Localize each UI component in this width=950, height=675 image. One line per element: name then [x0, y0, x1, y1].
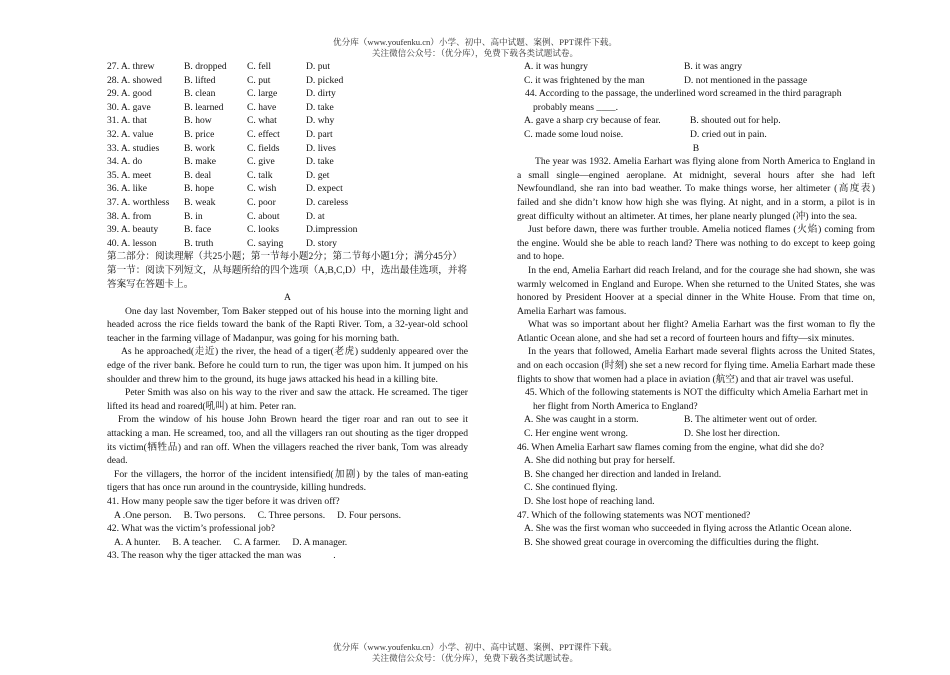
- question-43-options-row1: [517, 60, 875, 74]
- cloze-option[interactable]: D. part: [306, 128, 333, 140]
- cloze-option[interactable]: C. effect: [247, 128, 280, 140]
- cloze-option[interactable]: B. how: [184, 115, 212, 127]
- cloze-option[interactable]: B. price: [184, 128, 215, 140]
- option[interactable]: D. A manager.: [292, 536, 348, 548]
- cloze-option[interactable]: C. fell: [247, 61, 271, 72]
- cloze-option[interactable]: D. expect: [306, 183, 343, 195]
- cloze-row: [107, 237, 468, 251]
- passage-b-paragraph: Just before dawn, there was further trouble. Amelia noticed flames (火焰) coming from the engine. Would she be able to reach land? There was nothing to do except to keep going and to hope.: [517, 224, 875, 263]
- passage-b-paragraph: In the end, Amelia Earhart did reach Ireland, and for the courage she had shown, she was warmly welcomed in England and Europe. When she returned to the United States, she was honored by President Hoover at a special dinner in the White House. From that time on, Amelia Earhart was famous.: [517, 264, 875, 317]
- cloze-option[interactable]: 39. A. beauty: [107, 224, 159, 236]
- cloze-option[interactable]: C. fields: [247, 142, 280, 154]
- cloze-option[interactable]: C. saying: [247, 237, 284, 249]
- cloze-row: [107, 60, 468, 74]
- passage-b-paragraph: What was so important about her flight? Amelia Earhart was the first woman to fly the Atlantic Ocean alone, and she had set a record of fourteen hours and fifty—six minutes.: [517, 319, 875, 344]
- option[interactable]: B. She changed her direction and landed in Ireland.: [524, 468, 722, 480]
- cloze-option[interactable]: 37. A. worthless: [107, 196, 170, 208]
- cloze-option[interactable]: D. careless: [306, 196, 349, 208]
- cloze-option[interactable]: D. take: [306, 101, 334, 113]
- question-43-options-row2: [517, 74, 875, 88]
- question-46: 46. When Amelia Earhart saw flames coming from the engine, what did she do?: [517, 441, 824, 453]
- cloze-option[interactable]: 35. A. meet: [107, 169, 152, 181]
- cloze-row: [107, 169, 468, 183]
- question-45: 45. Which of the following statements is NOT the difficulty which Amelia Earhart met in her flight from North America to England?: [525, 387, 868, 412]
- cloze-options: [107, 60, 468, 250]
- option[interactable]: A. A hunter.: [114, 536, 161, 548]
- cloze-option[interactable]: 31. A. that: [107, 115, 147, 127]
- option[interactable]: B. The altimeter went out of order.: [684, 414, 818, 426]
- footer-watermark: [0, 642, 950, 664]
- option[interactable]: B. She showed great courage in overcoming the difficulties during the flight.: [524, 536, 819, 548]
- option[interactable]: C. A farmer.: [233, 536, 281, 548]
- question-44-options-row2: [517, 128, 875, 142]
- cloze-option[interactable]: D. at: [306, 210, 325, 222]
- passage-b-paragraph: The year was 1932. Amelia Earhart was flying alone from North America to England in a small single—engined aeroplane. At midnight, several hours after she had left Newfoundland, she ran into bad weather. To make things worse, her altimeter (高度表) failed and she didn’t know how high she was flying. At night, and in a storm, a pilot is in great difficulty without an altimeter. At times, her plane nearly plunged (冲) into the sea.: [517, 156, 875, 222]
- cloze-option[interactable]: C. talk: [247, 169, 273, 181]
- left-column: [107, 60, 468, 563]
- header-watermark: [0, 37, 950, 59]
- cloze-row: [107, 87, 468, 101]
- option[interactable]: C. She continued flying.: [524, 482, 618, 494]
- passage-b-paragraph: In the years that followed, Amelia Earhart made several flights across the United States, and on each occasion (时刻) she set a new record for flying time. Amelia Earhart made these flights to show that women had a place in aviation (航空) and that air travel was useful.: [517, 346, 875, 385]
- option[interactable]: B. A teacher.: [172, 536, 222, 548]
- option[interactable]: D. not mentioned in the passage: [684, 74, 808, 86]
- cloze-option[interactable]: 32. A. value: [107, 128, 154, 140]
- cloze-option[interactable]: B. weak: [184, 196, 216, 208]
- cloze-option[interactable]: D. take: [306, 156, 334, 168]
- cloze-option[interactable]: B. hope: [184, 183, 214, 195]
- cloze-option[interactable]: B. learned: [184, 101, 224, 113]
- right-column: [517, 60, 875, 549]
- cloze-option[interactable]: C. large: [247, 88, 278, 100]
- question-44-options-row1: [517, 114, 875, 128]
- cloze-row: [107, 182, 468, 196]
- footer-line-2: 关注微信公众号：（优分库），免费下载各类试题试卷。: [371, 653, 579, 663]
- cloze-option[interactable]: C. have: [247, 101, 277, 113]
- cloze-row: [107, 74, 468, 88]
- option[interactable]: A. it was hungry: [524, 61, 588, 72]
- cloze-option[interactable]: B. dropped: [184, 61, 227, 72]
- question-45-options-row2: [517, 427, 875, 441]
- cloze-option[interactable]: D. put: [306, 61, 330, 72]
- question-42-options: [107, 536, 468, 550]
- cloze-option[interactable]: 28. A. showed: [107, 74, 162, 86]
- cloze-option[interactable]: 34. A. do: [107, 156, 143, 168]
- cloze-option[interactable]: D. why: [306, 115, 335, 127]
- passage-a-paragraph: One day last November, Tom Baker stepped out of his house into the morning light and headed across the rice fields toward the bank of the Rapti River. Tom, a 32-year-old school teacher in the farming village of Madanpur, was going for his morning bath.: [107, 305, 468, 344]
- question-42: 42. What was the victim’s professional job?: [107, 523, 275, 535]
- header-line-2: 关注微信公众号：（优分库），免费下载各类试题试卷。: [371, 48, 579, 58]
- cloze-option[interactable]: 29. A. good: [107, 88, 152, 100]
- header-line-1: 优分库（www.youfenku.cn）小学、初中、高中试题、案例、PPT课件下载。: [333, 37, 617, 47]
- cloze-row: [107, 101, 468, 115]
- question-43-text: 43. The reason why the tiger attacked the man was: [107, 550, 302, 562]
- cloze-option[interactable]: 36. A. like: [107, 183, 147, 195]
- passage-b-label: B: [692, 142, 700, 154]
- option[interactable]: B. shouted out for help.: [690, 115, 781, 127]
- cloze-option[interactable]: D. get: [306, 169, 330, 181]
- cloze-row: [107, 142, 468, 156]
- cloze-row: [107, 128, 468, 142]
- passage-a-label: A: [284, 292, 291, 304]
- cloze-option[interactable]: B. in: [184, 210, 203, 222]
- question-44: 44. According to the passage, the underlined word screamed in the third paragraph probably means ____.: [525, 88, 842, 113]
- cloze-option[interactable]: 38. A. from: [107, 210, 152, 222]
- passage-a-paragraph: For the villagers, the horror of the incident intensified(加剧) by the tales of man-eating tigers that has once run around in the countryside, killing hundreds.: [107, 468, 468, 494]
- cloze-option[interactable]: D. picked: [306, 74, 344, 86]
- cloze-option[interactable]: D. story: [306, 237, 337, 249]
- option[interactable]: A. gave a sharp cry because of fear.: [524, 115, 661, 127]
- cloze-option[interactable]: 40. A. lesson: [107, 237, 157, 249]
- question-47: 47. Which of the following statements was NOT mentioned?: [517, 509, 751, 521]
- option[interactable]: D. She lost her direction.: [684, 428, 780, 440]
- option[interactable]: D. cried out in pain.: [690, 128, 767, 140]
- cloze-option[interactable]: C. looks: [247, 224, 279, 236]
- cloze-option[interactable]: B. deal: [184, 169, 212, 181]
- part2-title: 第二部分：阅读理解（共25小题；第一节每小题2分；第二节每小题1分；满分45分）: [107, 251, 462, 263]
- option[interactable]: B. Two persons.: [183, 509, 246, 521]
- question-41-options: [107, 509, 468, 523]
- footer-line-1: 优分库（www.youfenku.cn）小学、初中、高中试题、案例、PPT课件下载。: [333, 642, 617, 652]
- cloze-option[interactable]: C. wish: [247, 183, 277, 195]
- cloze-option[interactable]: C. poor: [247, 196, 276, 208]
- passage-a-paragraph: Peter Smith was also on his way to the river and saw the attack. He screamed. The tiger lifted its head and roared(吼叫) at him. Peter ran.: [107, 387, 468, 412]
- passage-a-paragraph: As he approached(走近) the river, the head of a tiger(老虎) suddenly appeared over the edge of the river bank. Before he could turn to run, the tiger was upon him. It jumped on his shoulder and threw him to the ground, its huge jaws attacked his head in a killing bite.: [107, 346, 468, 385]
- cloze-option[interactable]: B. face: [184, 224, 212, 236]
- question-43-end: .: [333, 550, 336, 562]
- cloze-option[interactable]: D. dirty: [306, 88, 336, 100]
- option[interactable]: A. She was the first woman who succeeded in flying across the Atlantic Ocean alone.: [524, 523, 852, 535]
- option[interactable]: B. it was angry: [684, 61, 743, 72]
- cloze-row: [107, 196, 468, 210]
- option[interactable]: A. She was caught in a storm.: [524, 414, 639, 426]
- cloze-option[interactable]: D.impression: [306, 224, 358, 236]
- cloze-row: [107, 210, 468, 224]
- cloze-option[interactable]: B. lifted: [184, 74, 216, 86]
- cloze-option[interactable]: C. what: [247, 115, 277, 127]
- cloze-row: [107, 223, 468, 237]
- cloze-option[interactable]: C. give: [247, 156, 275, 168]
- question-43: [107, 549, 468, 563]
- cloze-option[interactable]: D. lives: [306, 142, 336, 154]
- cloze-option[interactable]: 33. A. studies: [107, 142, 160, 154]
- cloze-option[interactable]: B. work: [184, 142, 215, 154]
- cloze-option[interactable]: B. make: [184, 156, 216, 168]
- cloze-option[interactable]: B. clean: [184, 88, 216, 100]
- option[interactable]: D. She lost hope of reaching land.: [524, 496, 655, 507]
- cloze-row: [107, 114, 468, 128]
- option[interactable]: C. Three persons.: [257, 509, 326, 521]
- option[interactable]: A .One person.: [114, 509, 172, 521]
- cloze-option[interactable]: B. truth: [184, 237, 214, 249]
- cloze-option[interactable]: C. about: [247, 210, 280, 222]
- passage-a-paragraph: From the window of his house John Brown heard the tiger roar and ran out to see it attacking a man. He screamed, too, and all the villagers ran out shouting as the tiger dropped its victim(牺牲品) and ran off. When the villagers reached the river bank, Tom was already dead.: [107, 414, 468, 467]
- option[interactable]: C. it was frightened by the man: [524, 74, 645, 86]
- option[interactable]: A. She did nothing but pray for herself.: [524, 455, 676, 467]
- cloze-option[interactable]: 30. A. gave: [107, 101, 151, 113]
- question-41: 41. How many people saw the tiger before it was driven off?: [107, 496, 340, 507]
- part2-section1: 第一节：阅读下列短文，从每题所给的四个选项（A,B,C,D）中，选出最佳选项，并将答案写在答题卡上。: [107, 264, 468, 290]
- cloze-row: [107, 155, 468, 169]
- question-45-options-row1: [517, 413, 875, 427]
- cloze-option[interactable]: C. put: [247, 74, 271, 86]
- cloze-option[interactable]: 27. A. threw: [107, 61, 155, 72]
- option[interactable]: C. Her engine went wrong.: [524, 428, 628, 440]
- option[interactable]: D. Four persons.: [337, 509, 402, 521]
- option[interactable]: C. made some loud noise.: [524, 128, 624, 140]
